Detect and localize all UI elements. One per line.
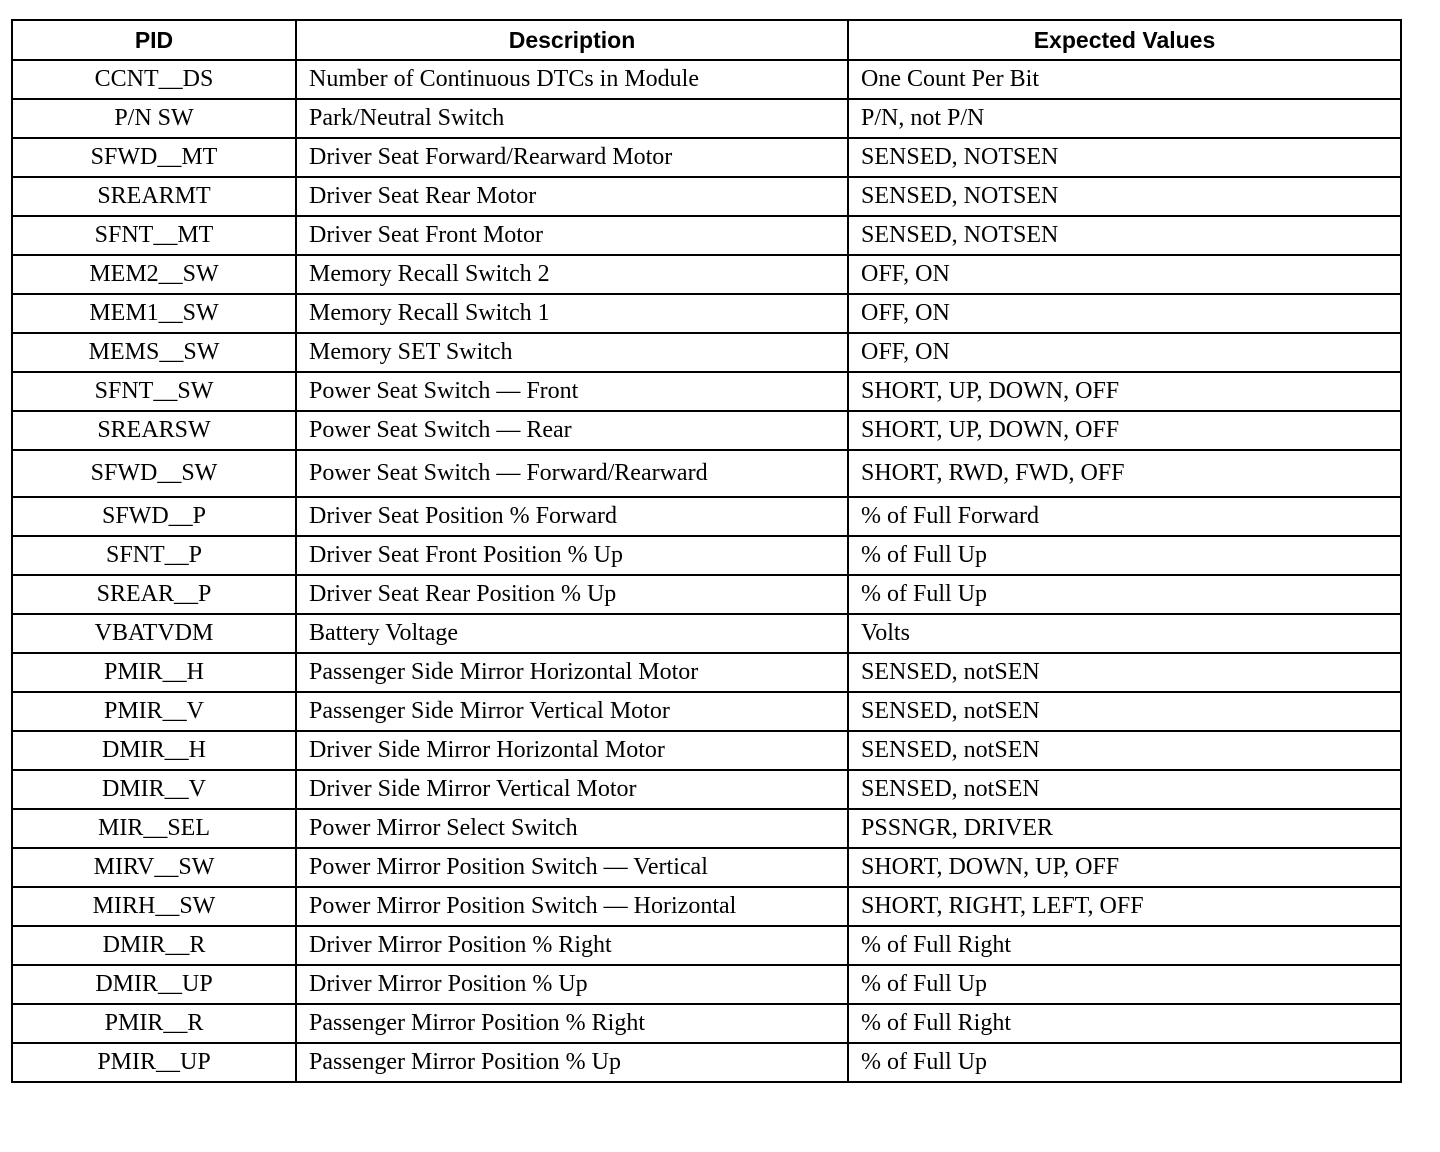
pid-cell: SREAR__P: [12, 575, 296, 614]
expected-values-cell: SENSED, NOTSEN: [848, 216, 1401, 255]
table-row: [12, 1004, 1401, 1043]
table-row: [12, 614, 1401, 653]
expected-values-cell: % of Full Up: [848, 1043, 1401, 1082]
expected-values-cell: SHORT, RWD, FWD, OFF: [848, 450, 1401, 497]
description-cell: Passenger Mirror Position % Up: [296, 1043, 848, 1082]
description-cell: Power Seat Switch — Rear: [296, 411, 848, 450]
table-row: [12, 60, 1401, 99]
description-cell: Memory Recall Switch 1: [296, 294, 848, 333]
table-row: [12, 411, 1401, 450]
description-cell: Driver Seat Rear Position % Up: [296, 575, 848, 614]
column-header-description: Description: [296, 20, 848, 60]
table-row: [12, 333, 1401, 372]
description-cell: Park/Neutral Switch: [296, 99, 848, 138]
pid-cell: SFWD__SW: [12, 450, 296, 497]
expected-values-cell: Volts: [848, 614, 1401, 653]
description-cell: Power Mirror Position Switch — Vertical: [296, 848, 848, 887]
expected-values-cell: % of Full Forward: [848, 497, 1401, 536]
expected-values-cell: SENSED, notSEN: [848, 731, 1401, 770]
description-cell: Driver Seat Rear Motor: [296, 177, 848, 216]
pid-cell: SREARMT: [12, 177, 296, 216]
description-cell: Power Seat Switch — Front: [296, 372, 848, 411]
pid-cell: P/N SW: [12, 99, 296, 138]
expected-values-cell: SENSED, notSEN: [848, 770, 1401, 809]
pid-cell: SFWD__MT: [12, 138, 296, 177]
description-cell: Memory SET Switch: [296, 333, 848, 372]
table-row: [12, 216, 1401, 255]
expected-values-cell: SENSED, notSEN: [848, 692, 1401, 731]
description-cell: Passenger Side Mirror Vertical Motor: [296, 692, 848, 731]
table-row: [12, 965, 1401, 1004]
pid-cell: SFNT__MT: [12, 216, 296, 255]
table-row: [12, 809, 1401, 848]
description-cell: Driver Seat Front Motor: [296, 216, 848, 255]
pid-cell: MIR__SEL: [12, 809, 296, 848]
description-cell: Passenger Mirror Position % Right: [296, 1004, 848, 1043]
table-row: [12, 536, 1401, 575]
expected-values-cell: SHORT, UP, DOWN, OFF: [848, 411, 1401, 450]
expected-values-cell: SHORT, DOWN, UP, OFF: [848, 848, 1401, 887]
table-row: [12, 887, 1401, 926]
description-cell: Driver Side Mirror Horizontal Motor: [296, 731, 848, 770]
table-row: [12, 692, 1401, 731]
expected-values-cell: P/N, not P/N: [848, 99, 1401, 138]
description-cell: Driver Seat Front Position % Up: [296, 536, 848, 575]
expected-values-cell: % of Full Up: [848, 575, 1401, 614]
expected-values-cell: SENSED, notSEN: [848, 653, 1401, 692]
table-row: [12, 848, 1401, 887]
expected-values-cell: OFF, ON: [848, 333, 1401, 372]
description-cell: Driver Seat Forward/Rearward Motor: [296, 138, 848, 177]
expected-values-cell: % of Full Right: [848, 926, 1401, 965]
pid-cell: PMIR__H: [12, 653, 296, 692]
pid-cell: SFWD__P: [12, 497, 296, 536]
pid-table: [11, 19, 1402, 1083]
pid-cell: SFNT__P: [12, 536, 296, 575]
pid-cell: MEM1__SW: [12, 294, 296, 333]
pid-cell: PMIR__UP: [12, 1043, 296, 1082]
column-header-pid: PID: [12, 20, 296, 60]
description-cell: Power Seat Switch — Forward/Rearward: [296, 450, 848, 497]
table-row: [12, 926, 1401, 965]
table-row: [12, 1043, 1401, 1082]
table-header-row: [12, 20, 1401, 60]
expected-values-cell: SHORT, RIGHT, LEFT, OFF: [848, 887, 1401, 926]
table-row: [12, 731, 1401, 770]
expected-values-cell: SENSED, NOTSEN: [848, 138, 1401, 177]
pid-cell: DMIR__UP: [12, 965, 296, 1004]
description-cell: Power Mirror Position Switch — Horizontal: [296, 887, 848, 926]
description-cell: Number of Continuous DTCs in Module: [296, 60, 848, 99]
description-cell: Driver Seat Position % Forward: [296, 497, 848, 536]
pid-cell: SFNT__SW: [12, 372, 296, 411]
pid-cell: DMIR__R: [12, 926, 296, 965]
table-row: [12, 653, 1401, 692]
pid-cell: DMIR__H: [12, 731, 296, 770]
table-row: [12, 497, 1401, 536]
column-header-expected-values: Expected Values: [848, 20, 1401, 60]
table-row: [12, 138, 1401, 177]
description-cell: Driver Mirror Position % Up: [296, 965, 848, 1004]
expected-values-cell: % of Full Up: [848, 965, 1401, 1004]
expected-values-cell: SHORT, UP, DOWN, OFF: [848, 372, 1401, 411]
pid-cell: MIRV__SW: [12, 848, 296, 887]
description-cell: Power Mirror Select Switch: [296, 809, 848, 848]
description-cell: Driver Mirror Position % Right: [296, 926, 848, 965]
pid-cell: PMIR__V: [12, 692, 296, 731]
pid-cell: DMIR__V: [12, 770, 296, 809]
expected-values-cell: OFF, ON: [848, 255, 1401, 294]
expected-values-cell: PSSNGR, DRIVER: [848, 809, 1401, 848]
expected-values-cell: OFF, ON: [848, 294, 1401, 333]
table-row: [12, 770, 1401, 809]
expected-values-cell: SENSED, NOTSEN: [848, 177, 1401, 216]
expected-values-cell: One Count Per Bit: [848, 60, 1401, 99]
table-row: [12, 575, 1401, 614]
expected-values-cell: % of Full Right: [848, 1004, 1401, 1043]
description-cell: Memory Recall Switch 2: [296, 255, 848, 294]
description-cell: Passenger Side Mirror Horizontal Motor: [296, 653, 848, 692]
table-row: [12, 450, 1401, 497]
table-row: [12, 255, 1401, 294]
pid-cell: MEM2__SW: [12, 255, 296, 294]
pid-cell: PMIR__R: [12, 1004, 296, 1043]
pid-cell: MEMS__SW: [12, 333, 296, 372]
description-cell: Driver Side Mirror Vertical Motor: [296, 770, 848, 809]
description-cell: Battery Voltage: [296, 614, 848, 653]
table-row: [12, 99, 1401, 138]
table-row: [12, 177, 1401, 216]
expected-values-cell: % of Full Up: [848, 536, 1401, 575]
pid-cell: SREARSW: [12, 411, 296, 450]
pid-cell: MIRH__SW: [12, 887, 296, 926]
table-row: [12, 372, 1401, 411]
pid-cell: CCNT__DS: [12, 60, 296, 99]
table-row: [12, 294, 1401, 333]
pid-cell: VBATVDM: [12, 614, 296, 653]
